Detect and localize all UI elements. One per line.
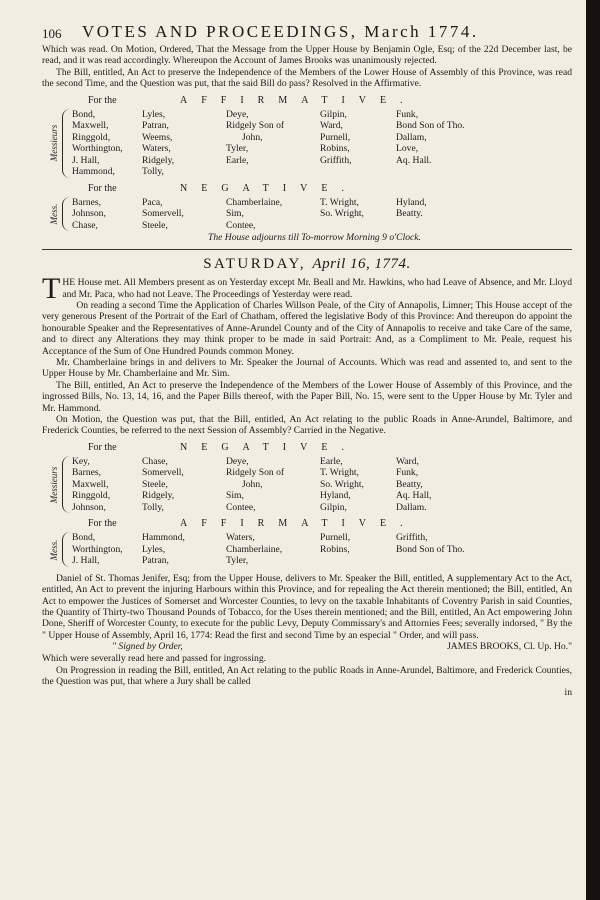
table-row: Barnes, Paca, Chamberlaine, T. Wright, Hyland,: [72, 196, 427, 208]
brace: [62, 197, 71, 232]
clerk-signature: JAMES BROOKS, Cl. Up. Ho.": [447, 641, 572, 653]
table-row: Ringgold, Ridgely, Sim, Hyland, Aq. Hall,: [72, 490, 432, 502]
signature-line: [42, 641, 572, 653]
table-row: J. Hall, Ridgely, Earle, Griffith, Aq. Hall.: [72, 154, 432, 166]
vote-for-label: For the: [88, 441, 117, 453]
table-row: Johnson, Somervell, Sim, So. Wright, Beatty.: [72, 208, 423, 220]
adjournment-note: The House adjourns till To-morrow Morning 9 o'Clock.: [208, 232, 421, 244]
vote-heading: [42, 95, 572, 107]
catchword: in: [564, 687, 572, 699]
names-table: [72, 197, 506, 232]
table-row: Johnson, Tolly, Contee, Gilpin, Dallam.: [72, 501, 427, 513]
dark-page-edge: [586, 0, 600, 900]
vote-side: AFFIRMATIVE.: [180, 518, 417, 530]
day-label: SATURDAY,: [203, 256, 307, 273]
divider: [42, 249, 572, 250]
paragraph: The Bill, entitled, An Act to preserve the Independence of the Members of the Lower House of Assembly of this Province, and the ingrossed Bills, No. 13, 14, 16, and the Paper Bills thereof, with the Paper Bill, No. 15, were sent to the Upper House by Mr. Tyler and Mr. Hammond.: [42, 379, 572, 414]
table-row: J. Hall, Patran, Tyler,: [72, 555, 249, 567]
signed-by-order: " Signed by Order,: [112, 641, 183, 653]
table-row: Chase, Steele, Contee,: [72, 219, 256, 231]
table-row: Worthington, Waters, Tyler, Robins, Love,: [72, 143, 419, 155]
messrs-label: Messieurs: [49, 466, 59, 503]
brace: [62, 456, 71, 514]
date-heading: [42, 256, 572, 273]
vote-list: [42, 532, 572, 567]
vote-for-label: For the: [88, 518, 117, 530]
vote-side: NEGATIVE.: [180, 182, 358, 194]
table-row: Bond, Lyles, Deye, Gilpin, Funk,: [72, 108, 419, 120]
vote-side: AFFIRMATIVE.: [180, 94, 417, 106]
vote-for-label: For the: [88, 94, 117, 106]
vote-list: [42, 197, 572, 232]
messrs-label: Mess.: [49, 203, 59, 225]
table-row: Maxwell, Patran, Ridgely Son of Ward, Bond Son of Tho.: [72, 120, 465, 132]
vote-list: [42, 456, 572, 514]
table-row: Bond, Hammond, Waters, Purnell, Griffith,: [72, 532, 428, 544]
page-number: 106: [42, 26, 62, 41]
table-row: Worthington, Lyles, Chamberlaine, Robins, Bond Son of Tho.: [72, 543, 465, 555]
paragraph: The Bill, entitled, An Act to preserve the Independence of the Members of the Lower House of Assembly of this Province, was read the second Time, and the Question was put, that the said Bill do pass? Resolved in the Affirmative.: [42, 66, 572, 90]
paragraph: Which were severally read here and passed for ingrossing.: [42, 653, 267, 665]
table-row: Key, Chase, Deye, Earle, Ward,: [72, 455, 419, 467]
brace: [62, 109, 71, 178]
vote-list: [42, 109, 572, 178]
names-table: [72, 109, 506, 178]
vote-heading: [42, 183, 572, 195]
paragraph: On reading a second Time the Application of Charles Willson Peale, of the City of Annapolis, Limner; This House accept of the very generous Present of the Portrait of the Earl of Chatham, offered the legislative Body of this Province: And thereupon do appoint the honourable Speaker and the Representatives of Anne-Arundel County and of the City of Annapolis to receive and take Care of the same, and to direct any Alterations they may think proper to be made in said Portrait: And, as a Compliment to Mr. Peale, request his Acceptance of the Sum of One Hundred Pounds common Money.: [42, 299, 572, 357]
table-row: Maxwell, Steele, John, So. Wright, Beatty,: [72, 478, 423, 490]
vote-side: NEGATIVE.: [180, 441, 358, 453]
table-row: Hammond, Tolly,: [72, 166, 164, 178]
paragraph: On Progression in reading the Bill, entitled, An Act relating to the public Roads in Anne-Arundel, Baltimore, and Frederick Counties, the Question was put, that where a Jury shall be called: [42, 664, 572, 688]
document-page: [42, 18, 572, 699]
drop-cap: T: [42, 272, 61, 306]
messrs-label: Mess.: [49, 539, 59, 560]
paragraph: Mr. Chamberlaine brings in and delivers to Mr. Speaker the Journal of Accounts. Which was read and assented to, and sent to the Upper House by Mr. Chamberlaine and Mr. Sim.: [42, 356, 572, 380]
paragraph: Daniel of St. Thomas Jenifer, Esq; from the Upper House, delivers to Mr. Speaker the Bill, entitled, A supplementary Act to the Act, entitled, An Act to prevent the injuring Harbours within this Province, and for repealing the Act therein mentioned; the Bill, entitled, An Act to empower the Justices of Somerset and Worcester Counties, to levy on the taxable Inhabitants of Coventry Parish in said Counties, the Quantity of Thirty-two Thousand Pounds of Tobacco, for the Uses therein mentioned; and the Bill, entitled, An Act empowering John Done, Sheriff of Worcester County, to execute for the public Levy, Deputy Commissary's and Attornies Fees; severally indorsed, " By the " Upper House of Assembly, April 16, 1774: Read the first and second Time by an especial " Order, and will pass.: [42, 572, 572, 641]
vote-heading: [42, 518, 572, 530]
brace: [62, 532, 71, 567]
running-head: [42, 18, 572, 44]
paragraph: On Motion, the Question was put, that the Bill, entitled, An Act relating to the public Roads in Anne-Arundel, Baltimore, and Frederick Counties, be referred to the next Session of Assembly? Carried in the Negative.: [42, 414, 572, 437]
table-row: Barnes, Somervell, Ridgely Son of T. Wright, Funk,: [72, 467, 419, 479]
paragraph: THE House met. All Members present as on Yesterday except Mr. Beall and Mr. Hawkins, who had Leave of Absence, and Mr. Lloyd and Mr. Paca, who had not Leave. The Proceedings of Yesterday were read.: [42, 272, 572, 306]
names-table: [72, 456, 506, 514]
messrs-label: Messieurs: [49, 124, 59, 162]
vote-for-label: For the: [88, 182, 117, 194]
names-table: [72, 532, 506, 567]
paragraph: Which was read. On Motion, Ordered, That the Message from the Upper House by Benjamin Ogle, Esq; of the 22d December last, be read, and it was read accordingly. Whereupon the Account of James Brooks was unanimously rejected.: [42, 44, 572, 67]
page-title: VOTES AND PROCEEDINGS, March 1774.: [82, 22, 479, 41]
vote-heading: [42, 442, 572, 454]
table-row: Ringgold, Weems, John, Purnell, Dallam,: [72, 131, 427, 143]
date-label: April 16, 1774.: [312, 256, 411, 273]
